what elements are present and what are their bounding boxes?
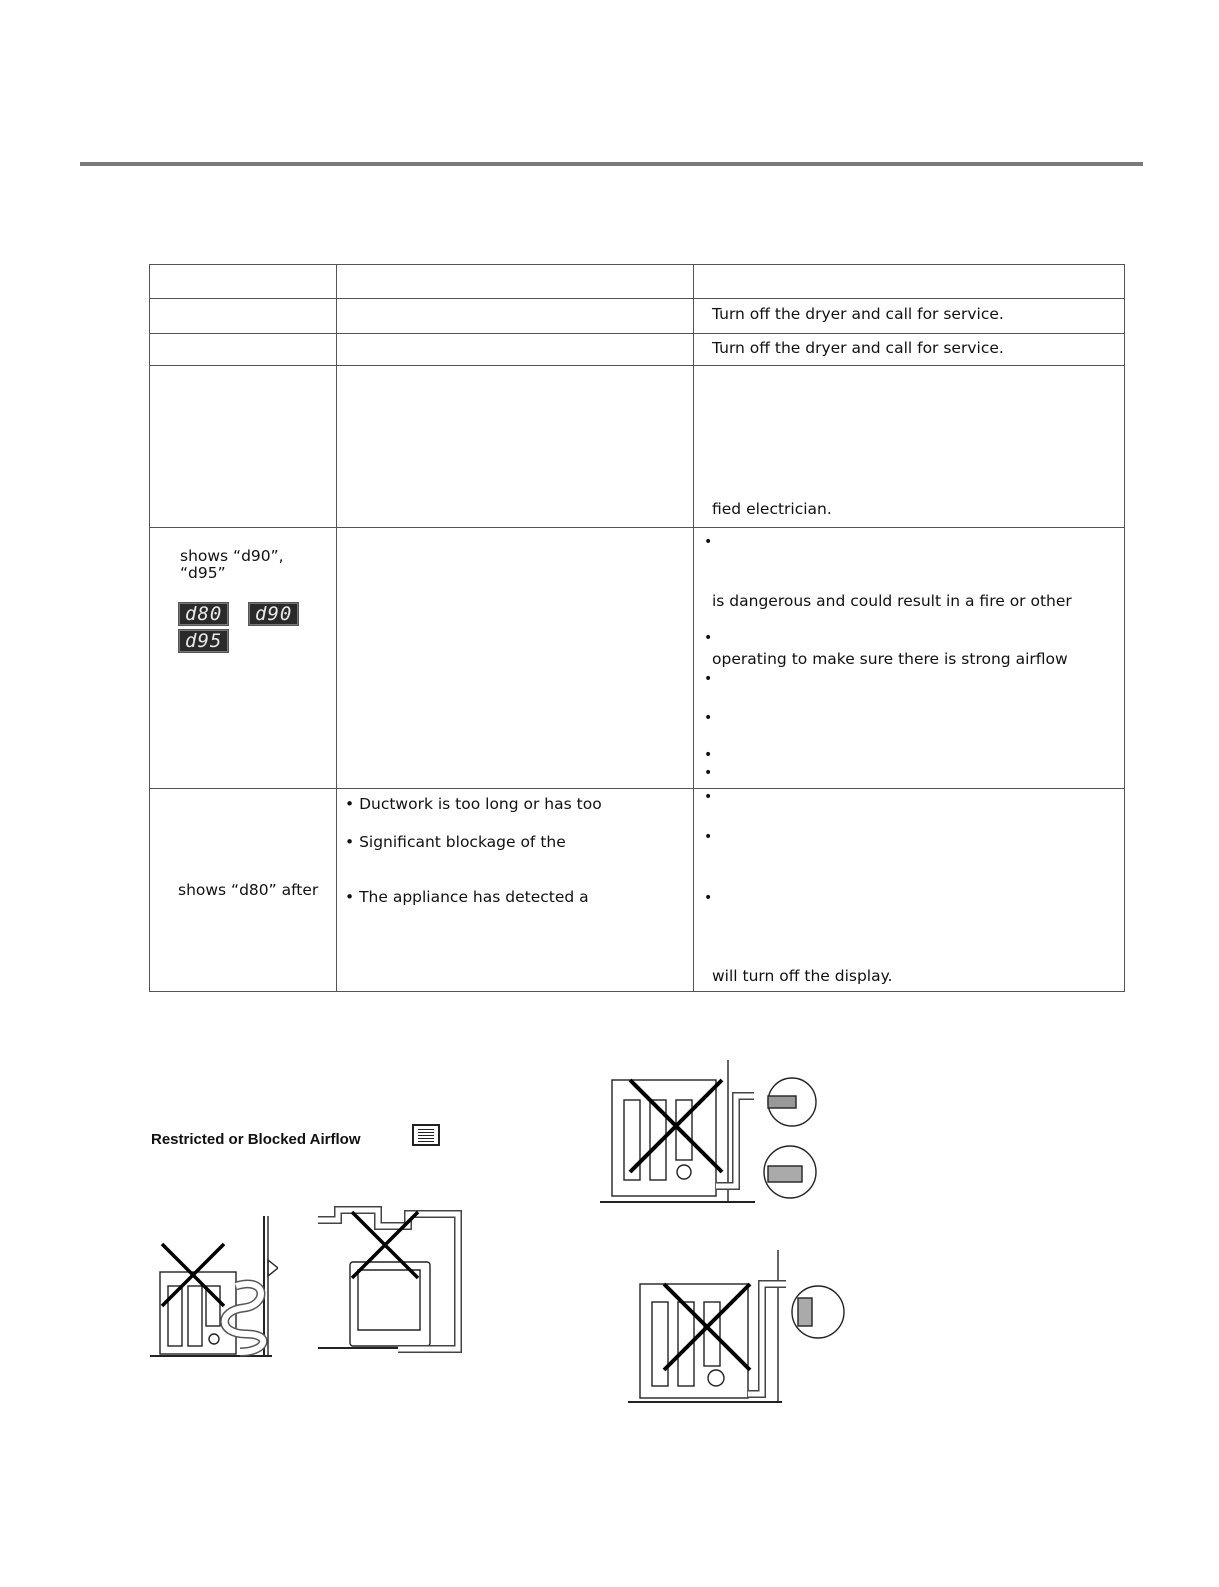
- vent-filter-icon: [412, 1124, 440, 1146]
- bullet-icon: •: [704, 829, 713, 845]
- table-cell: [337, 789, 694, 992]
- dryer-long-duct-illustration: [318, 1206, 478, 1366]
- problem-line: “d95”: [180, 564, 226, 582]
- table-header-row: [150, 265, 1125, 299]
- action-text: operating to make sure there is strong airflow: [712, 650, 1068, 668]
- table-cell: [337, 366, 694, 528]
- header-cell: [694, 265, 1125, 299]
- error-code-table: [149, 264, 1125, 992]
- problem-text: [180, 548, 284, 582]
- table-cell: [150, 299, 337, 334]
- header-cell: [337, 265, 694, 299]
- lcd-d95-icon: d95: [178, 629, 229, 653]
- table-cell: [694, 334, 1125, 366]
- bullet-icon: •: [704, 630, 713, 646]
- bullet-icon: •: [704, 747, 713, 763]
- cause-item: • The appliance has detected a: [345, 888, 589, 906]
- table-cell: [337, 334, 694, 366]
- action-text: Turn off the dryer and call for service.: [712, 305, 1004, 323]
- problem-line: shows “d90”,: [180, 547, 284, 565]
- dryer-crushed-vent-illustration: [600, 1060, 835, 1225]
- dryer-blocked-vent-illustration: [628, 1250, 853, 1420]
- table-row: [150, 789, 1125, 992]
- table-row: [150, 299, 1125, 334]
- lcd-d90-icon: d90: [248, 602, 299, 626]
- bullet-icon: •: [704, 890, 713, 906]
- table-row: [150, 528, 1125, 789]
- dryer-kinked-duct-illustration: [148, 1216, 278, 1376]
- bullet-icon: •: [704, 765, 713, 781]
- action-text: Turn off the dryer and call for service.: [712, 339, 1004, 357]
- table-row: [150, 366, 1125, 528]
- action-text: fied electrician.: [712, 500, 832, 518]
- bullet-icon: •: [704, 671, 713, 687]
- table-cell: [694, 528, 1125, 789]
- table-cell: [337, 299, 694, 334]
- table-row: [150, 334, 1125, 366]
- header-cell: [150, 265, 337, 299]
- problem-text: shows “d80” after: [178, 881, 319, 899]
- cause-item: • Significant blockage of the: [345, 833, 566, 851]
- table-cell: [337, 528, 694, 789]
- bullet-icon: •: [704, 710, 713, 726]
- table-cell: [694, 366, 1125, 528]
- action-text: will turn off the display.: [712, 967, 893, 985]
- header-rule: [80, 162, 1143, 166]
- cause-item: • Ductwork is too long or has too: [345, 795, 602, 813]
- table-cell: [150, 366, 337, 528]
- lcd-d80-icon: d80: [178, 602, 229, 626]
- table-cell: [694, 299, 1125, 334]
- table-cell: [150, 528, 337, 789]
- table-cell: [150, 789, 337, 992]
- figure-caption: Restricted or Blocked Airflow: [151, 1131, 361, 1148]
- table-cell: [694, 789, 1125, 992]
- action-text: is dangerous and could result in a fire or other: [712, 592, 1072, 610]
- bullet-icon: •: [704, 534, 713, 550]
- table-cell: [150, 334, 337, 366]
- bullet-icon: •: [704, 789, 713, 805]
